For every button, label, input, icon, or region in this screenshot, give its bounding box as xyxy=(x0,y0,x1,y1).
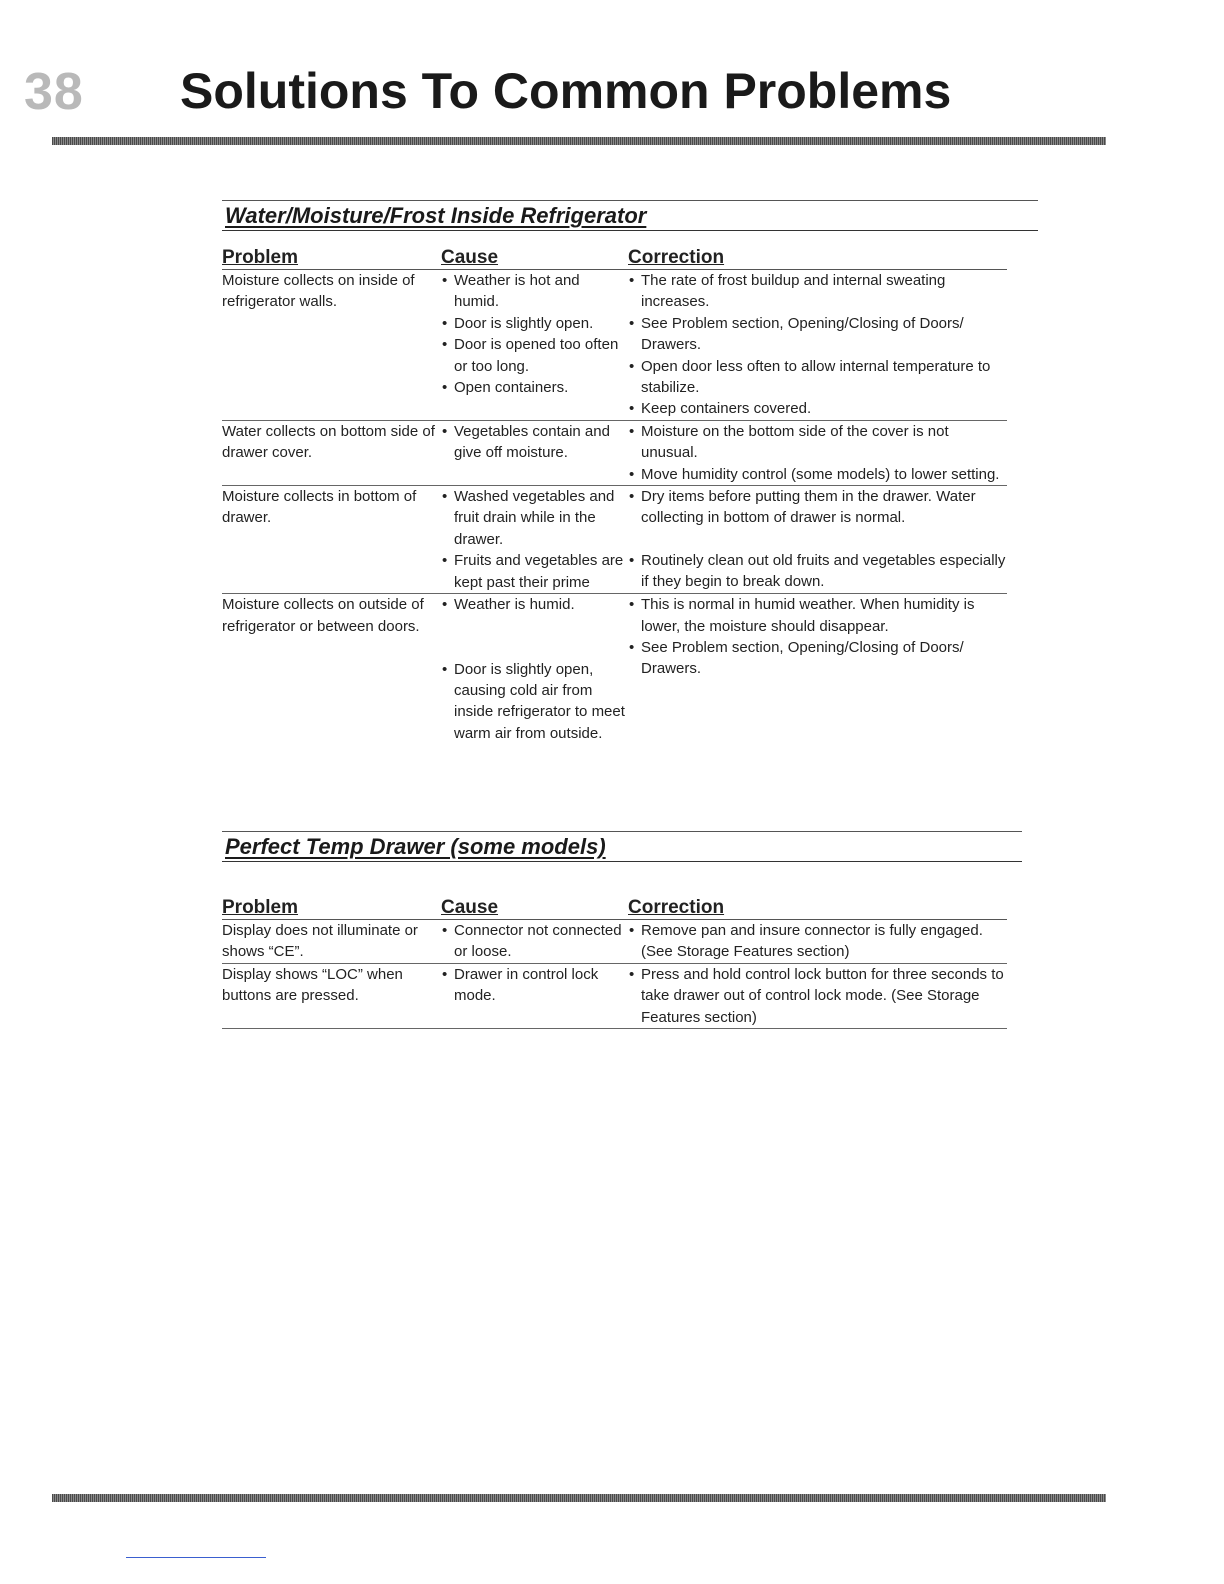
cause-item: • Fruits and vegetables are kept past their prime xyxy=(441,550,628,593)
correction-item: • Open door less often to allow internal temperature to stabilize. xyxy=(628,356,1007,399)
header-rule xyxy=(52,137,1106,145)
correction-item: • This is normal in humid weather. When humidity is lower, the moisture should disappear. xyxy=(628,594,1007,637)
column-header-problem: Problem xyxy=(222,897,441,920)
correction-item: • Dry items before putting them in the drawer. Water collecting in bottom of drawer is normal. xyxy=(628,486,1007,529)
correction-cell xyxy=(628,963,1007,1028)
correction-cell xyxy=(628,420,1007,485)
cause-cell xyxy=(441,420,628,485)
correction-cell xyxy=(628,920,1007,964)
column-header-cause: Cause xyxy=(441,247,628,270)
cause-item: • Door is slightly open, causing cold air from inside refrigerator to meet warm air from outside. xyxy=(441,659,628,745)
correction-item: • Press and hold control lock button for three seconds to take drawer out of control lock mode. (See Storage Features section) xyxy=(628,964,1007,1028)
cause-cell xyxy=(441,920,628,964)
problem-cell: Moisture collects on outside of refrigerator or between doors. xyxy=(222,596,424,635)
cause-item: • Weather is hot and humid. xyxy=(441,270,628,313)
correction-item: • Remove pan and insure connector is fully engaged. (See Storage Features section) xyxy=(628,920,1007,963)
table-row xyxy=(222,920,1007,964)
page-number: 38 xyxy=(24,63,84,121)
section-heading: Perfect Temp Drawer (some models) xyxy=(222,832,1022,862)
table-row xyxy=(222,270,1007,421)
cause-item: • Drawer in control lock mode. xyxy=(441,964,628,1007)
table-row xyxy=(222,594,1007,745)
correction-item: • See Problem section, Opening/Closing of Doors/ Drawers. xyxy=(628,637,1007,680)
cause-cell xyxy=(441,963,628,1028)
cause-item: • Door is opened too often or too long. xyxy=(441,334,628,377)
correction-item: • Routinely clean out old fruits and vegetables especially if they begin to break down. xyxy=(628,550,1007,593)
correction-cell xyxy=(628,486,1007,594)
section-water-moisture-frost xyxy=(222,200,1038,744)
cause-item: • Vegetables contain and give off moisture. xyxy=(441,421,628,464)
column-header-correction: Correction xyxy=(628,897,1007,920)
correction-cell xyxy=(628,270,1007,421)
table-row xyxy=(222,963,1007,1028)
cause-item: • Washed vegetables and fruit drain while in the drawer. xyxy=(441,486,628,550)
problem-cell: Display does not illuminate or shows “CE”. xyxy=(222,920,441,964)
table-header-row xyxy=(222,247,1007,270)
footer-rule xyxy=(52,1494,1106,1502)
problem-cell: Water collects on bottom side of drawer cover. xyxy=(222,420,441,485)
correction-item: • The rate of frost buildup and internal sweating increases. xyxy=(628,270,1007,313)
problem-cell: Moisture collects on inside of refrigerator walls. xyxy=(222,270,441,421)
section-perfect-temp-drawer xyxy=(222,831,1022,1029)
problem-cell: Display shows “LOC” when buttons are pressed. xyxy=(222,963,441,1028)
page-title: Solutions To Common Problems xyxy=(180,63,952,119)
column-header-correction: Correction xyxy=(628,247,1007,270)
cause-item: • Weather is humid. xyxy=(441,594,628,615)
cause-item: • Connector not connected or loose. xyxy=(441,920,628,963)
correction-item: • Moisture on the bottom side of the cover is not unusual. xyxy=(628,421,1007,464)
cause-cell xyxy=(441,270,628,421)
cause-cell xyxy=(441,486,628,594)
trouble-table xyxy=(222,897,1007,1029)
cause-item: • Open containers. xyxy=(441,377,628,398)
table-row xyxy=(222,420,1007,485)
section-heading: Water/Moisture/Frost Inside Refrigerator xyxy=(222,201,1038,231)
column-header-problem: Problem xyxy=(222,247,441,270)
cause-item: • Door is slightly open. xyxy=(441,313,628,334)
correction-item: • Move humidity control (some models) to lower setting. xyxy=(628,464,1007,485)
problem-cell: Moisture collects in bottom of drawer. xyxy=(222,486,441,594)
table-header-row xyxy=(222,897,1007,920)
footer-line xyxy=(126,1557,266,1558)
column-header-cause: Cause xyxy=(441,897,628,920)
correction-item: • See Problem section, Opening/Closing of Doors/ Drawers. xyxy=(628,313,1007,356)
trouble-table xyxy=(222,247,1007,744)
correction-cell xyxy=(628,594,1007,745)
cause-cell xyxy=(441,594,628,745)
correction-item: • Keep containers covered. xyxy=(628,398,1007,419)
table-row xyxy=(222,486,1007,594)
